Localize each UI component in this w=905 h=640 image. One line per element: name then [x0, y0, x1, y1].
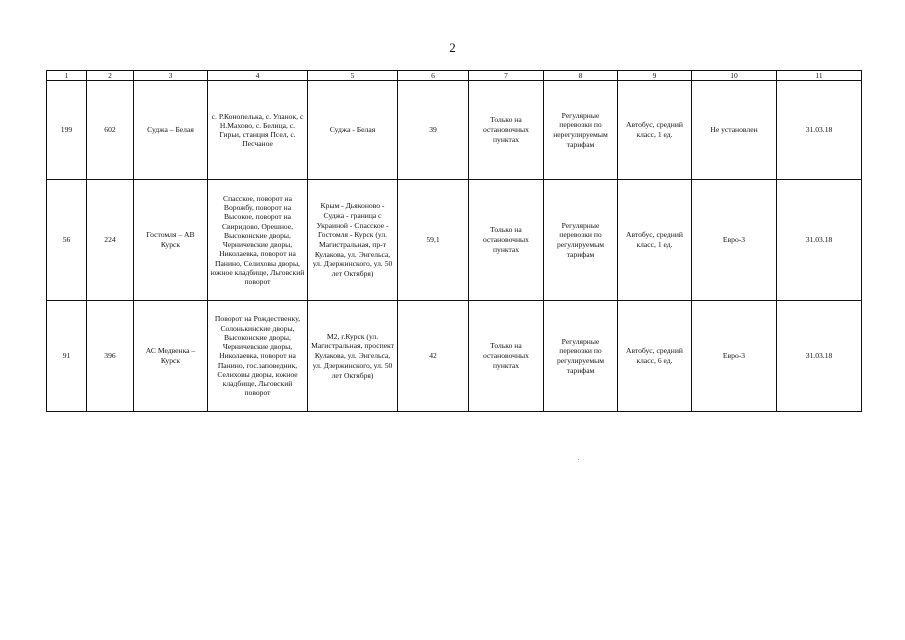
reg-number-cell: 56 — [47, 180, 87, 301]
streets-cell: Крым - Дьяконово - Суджа - граница с Украиной - Спасское - Гостомля - Курск (ул. Магистральная, пр-т Кулакова, ул. Энгельса, ул. Дзержинского, ул. 50 лет Октября) — [308, 180, 398, 301]
reg-number-cell: 91 — [47, 301, 87, 412]
column-header: 4 — [208, 71, 308, 81]
stops-cell: с. Р.Конопелька, с. Уланок, с Н.Махово, с. Белица, с. Гирьи, станция Псел, с. Песчаное — [208, 81, 308, 180]
page-number: 2 — [449, 40, 456, 55]
streets-cell: М2, г.Курск (ул. Магистральная, проспект Кулакова, ул. Энгельса, ул. Дзержинского, ул. 50 лет Октября) — [308, 301, 398, 412]
carriage-type-cell: Регулярные перевозки по регулируемым тарифам — [544, 301, 618, 412]
column-header: 6 — [398, 71, 469, 81]
start-date-cell: 31.03.18 — [777, 81, 862, 180]
start-date-cell: 31.03.18 — [777, 301, 862, 412]
vehicle-cell: Автобус, средний класс, 1 ед. — [618, 81, 692, 180]
vehicle-cell: Автобус, средний класс, 6 ед. — [618, 301, 692, 412]
route-name-cell: Суджа – Белая — [134, 81, 208, 180]
length-cell: 42 — [398, 301, 469, 412]
vehicle-cell: Автобус, средний класс, 1 ед. — [618, 180, 692, 301]
table-row — [47, 81, 862, 180]
column-header: 11 — [777, 71, 862, 81]
column-number-row — [47, 71, 862, 81]
stop-order-cell: Только на остановочных пунктах — [469, 301, 544, 412]
stop-order-cell: Только на остановочных пунктах — [469, 81, 544, 180]
column-header: 10 — [692, 71, 777, 81]
reg-number-cell: 199 — [47, 81, 87, 180]
carriage-type-cell: Регулярные перевозки по регулируемым тарифам — [544, 180, 618, 301]
route-name-cell: Гостомля – АВ Курск — [134, 180, 208, 301]
streets-cell: Суджа - Белая — [308, 81, 398, 180]
length-cell: 39 — [398, 81, 469, 180]
eco-class-cell: Не установлен — [692, 81, 777, 180]
column-header: 7 — [469, 71, 544, 81]
stop-order-cell: Только на остановочных пунктах — [469, 180, 544, 301]
table-row — [47, 301, 862, 412]
route-name-cell: АС Медвенка – Курск — [134, 301, 208, 412]
eco-class-cell: Евро-3 — [692, 301, 777, 412]
column-header: 1 — [47, 71, 87, 81]
table-row — [47, 180, 862, 301]
column-header: 3 — [134, 71, 208, 81]
column-header: 5 — [308, 71, 398, 81]
route-number-cell: 224 — [87, 180, 134, 301]
column-header: 2 — [87, 71, 134, 81]
eco-class-cell: Евро-3 — [692, 180, 777, 301]
stops-cell: Поворот на Рождественку, Солонькинские дворы, Высоконские дворы, Черничевские дворы, Николаевка, поворот на Панино, гос.заповедник, Селиховы дворы, южное кладбище, Льговский поворот — [208, 301, 308, 412]
start-date-cell: 31.03.18 — [777, 180, 862, 301]
column-header: 9 — [618, 71, 692, 81]
stops-cell: Спасское, поворот на Ворожбу, поворот на Высокое, поворот на Свиридово, Орешное, Высоконские дворы, Черничевские дворы, Николаевка, поворот на Панино, Селиховы дворы, южное кладбище, Льговский поворот — [208, 180, 308, 301]
length-cell: 59,1 — [398, 180, 469, 301]
scan-speck — [578, 459, 579, 460]
column-header: 8 — [544, 71, 618, 81]
route-number-cell: 602 — [87, 81, 134, 180]
route-number-cell: 396 — [87, 301, 134, 412]
route-registry-table — [46, 70, 862, 412]
carriage-type-cell: Регулярные перевозки по нерегулируемым тарифам — [544, 81, 618, 180]
